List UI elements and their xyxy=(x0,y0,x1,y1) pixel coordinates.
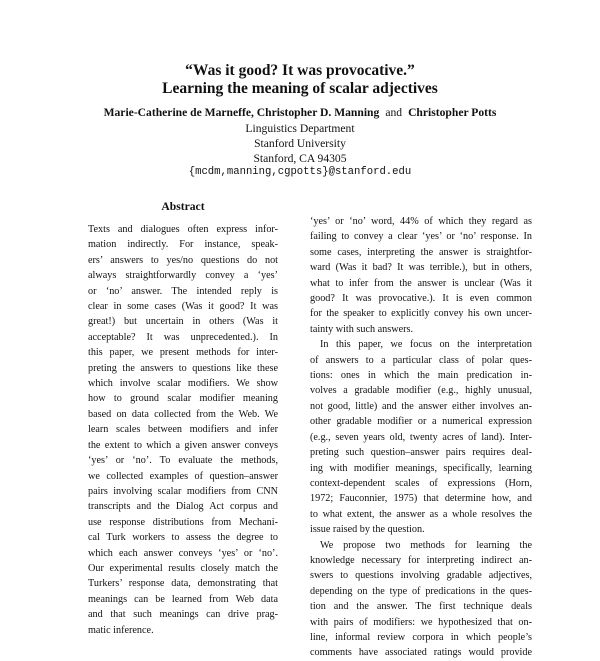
abstract-line: or ‘no’ answer. The intended reply is xyxy=(88,285,278,297)
paper-title-line-2: Learning the meaning of scalar adjectives xyxy=(162,80,438,97)
body-line: comments have associated ratings would provide xyxy=(310,647,532,659)
intro-text-column xyxy=(310,214,532,661)
abstract-line: this paper, we present methods for inter- xyxy=(88,347,278,359)
body-line: ing with modifier meanings, specifically, learning xyxy=(310,462,532,474)
abstract-line: use response distributions from Mechani- xyxy=(88,516,278,528)
abstract-line: and that such meanings can drive prag- xyxy=(88,609,278,621)
abstract-line: learn scales between modifiers and infer xyxy=(88,424,278,436)
body-line: good? It was provocative.). It is even common xyxy=(310,293,532,305)
body-line: to what extent, the answer as a whole resolves the xyxy=(310,508,532,520)
abstract-line: which involve scalar modifiers. We show xyxy=(88,378,278,390)
abstract-line: cal Turk workers to assess the degree to xyxy=(88,532,278,544)
affiliation-department: Linguistics Department xyxy=(245,122,355,135)
body-line: some cases, interpreting the answer is straightfor- xyxy=(310,246,532,258)
body-line: with pairs of modifiers: we hypothesized that on- xyxy=(310,616,532,628)
body-line: (e.g., seven years old, twenty acres of land). Inter- xyxy=(310,431,532,443)
body-line: 1972; Fauconnier, 1975) that determine how, and xyxy=(310,493,532,505)
abstract-text xyxy=(88,222,278,638)
abstract-line: transcripts and the Dialog Act corpus and xyxy=(88,501,278,513)
abstract-line: preting the answers to questions like these xyxy=(88,362,278,374)
abstract-line: based on data collected from the Web. We xyxy=(88,408,278,420)
abstract-line: Our experimental results closely match the xyxy=(88,562,278,574)
abstract-line: Texts and dialogues often express infor- xyxy=(88,224,278,235)
abstract-line: we collected examples of question–answer xyxy=(88,470,278,482)
body-line: tainty with such answers. xyxy=(310,323,413,335)
abstract-line: ‘yes’ or ‘no’. To evaluate the methods, xyxy=(88,455,278,467)
body-line: tions: ones in which the main predication in- xyxy=(310,370,532,382)
abstract-line: clear in some cases (Was it good? It was xyxy=(88,301,278,313)
abstract-line: meanings can be learned from Web data xyxy=(88,593,278,605)
abstract-line: the extent to which a given answer conveys xyxy=(88,439,278,451)
body-line: not good, little) and the answer either involves an- xyxy=(310,400,532,412)
abstract-line: mation indirectly. For instance, speak- xyxy=(88,239,278,251)
affiliation-address: Stanford, CA 94305 xyxy=(253,152,347,165)
body-line: In this paper, we focus on the interpretation xyxy=(320,339,532,351)
abstract-line: great!) but uncertain in others (Was it xyxy=(88,316,278,328)
paper-title-line-1: “Was it good? It was provocative.” xyxy=(185,62,415,79)
body-line: knowledge necessary for interpreting indirect an- xyxy=(310,554,532,566)
body-line: failing to convey a clear ‘yes’ or ‘no’ response. In xyxy=(310,231,532,243)
body-line: line, informal review corpora in which people’s xyxy=(310,631,532,643)
abstract-line: acceptable? It was unprecedented.). In xyxy=(88,331,278,343)
abstract-heading: Abstract xyxy=(161,200,205,213)
abstract-line: how to ground scalar modifier meaning xyxy=(88,393,278,405)
abstract-line: Turkers’ response data, demonstrating that xyxy=(88,578,278,590)
abstract-line: which each answer conveys ‘yes’ or ‘no’. xyxy=(88,547,278,559)
body-line: tion and the answer. The first technique deals xyxy=(310,601,532,613)
author-emails: {mcdm,manning,cgpotts}@stanford.edu xyxy=(188,166,412,178)
authors-conjunction: and xyxy=(385,106,403,119)
abstract-line: ers’ answers to yes/no questions do not xyxy=(88,254,278,266)
body-line: what to infer from the answer is unclear (Was it xyxy=(310,277,532,289)
body-line: We propose two methods for learning the xyxy=(320,539,532,551)
body-line: swers to questions involving gradable adjectives, xyxy=(310,570,532,582)
body-line: depending on the type of predications in the ques- xyxy=(310,585,532,597)
body-line: volves a gradable modifier (e.g., highly unusual, xyxy=(310,385,532,397)
body-line: other gradable modifier or a numerical expression xyxy=(310,416,532,428)
abstract-line: always straightforwardly convey a ‘yes’ xyxy=(88,270,278,282)
authors-last: Christopher Potts xyxy=(408,106,497,119)
abstract-line: pairs involving scalar modifiers from CNN xyxy=(88,485,278,497)
author-list xyxy=(0,106,600,120)
body-line: ward (Was it bad? It was terrible.), but in others, xyxy=(310,262,532,274)
body-line: context-dependent scales of expressions (Horn, xyxy=(310,477,532,489)
body-line: ‘yes’ or ‘no’ word, 44% of which they regard as xyxy=(310,216,532,227)
body-line: of answers to a particular class of polar ques- xyxy=(310,354,532,366)
affiliation-university: Stanford University xyxy=(254,137,346,150)
body-line: issue raised by the question. xyxy=(310,524,425,536)
authors-first: Marie-Catherine de Marneffe, Christopher D. Manning xyxy=(103,106,380,119)
body-line: for the speaker to explicitly convey his own uncer- xyxy=(310,308,532,320)
abstract-line: matic inference. xyxy=(88,624,154,636)
body-line: preting such question–answer pairs requires deal- xyxy=(310,447,532,459)
